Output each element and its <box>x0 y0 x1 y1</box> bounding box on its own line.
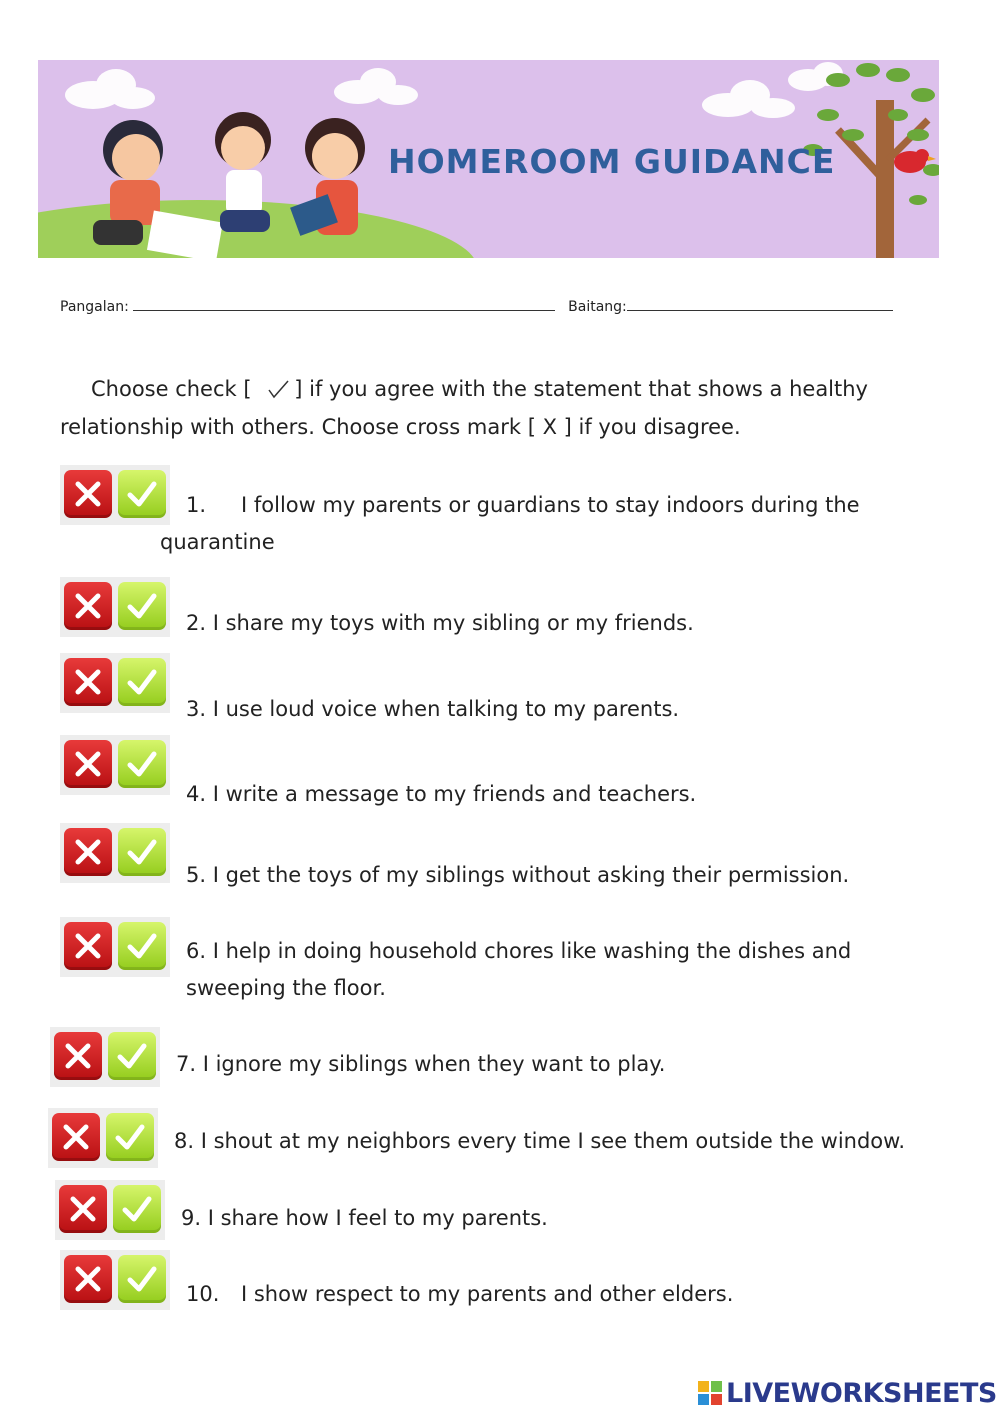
x-icon <box>64 740 112 788</box>
grade-label: Baitang: <box>568 299 627 315</box>
cross-button[interactable] <box>64 658 112 706</box>
grade-field[interactable] <box>627 296 893 311</box>
x-icon <box>64 470 112 518</box>
cross-button[interactable] <box>64 582 112 630</box>
check-button[interactable] <box>118 740 166 788</box>
item-text: I follow my parents or guardians to stay indoors during the <box>241 493 860 517</box>
item-text: 3. I use loud voice when talking to my parents. <box>186 697 680 721</box>
check-button[interactable] <box>118 1255 166 1303</box>
check-button[interactable] <box>118 828 166 876</box>
instructions <box>60 370 920 446</box>
answer-buttons <box>60 577 170 637</box>
check-icon <box>118 1255 166 1303</box>
x-icon <box>54 1032 102 1080</box>
x-icon <box>64 922 112 970</box>
check-icon <box>118 582 166 630</box>
cross-button[interactable] <box>64 740 112 788</box>
item-text: 9. I share how I feel to my parents. <box>181 1206 548 1230</box>
item-text: 8. I shout at my neighbors every time I see them outside the window. <box>174 1129 906 1153</box>
x-icon <box>64 828 112 876</box>
item-text: 2. I share my toys with my sibling or my friends. <box>186 611 694 635</box>
answer-buttons <box>48 1108 158 1168</box>
x-icon <box>64 658 112 706</box>
check-icon <box>106 1113 154 1161</box>
answer-buttons <box>60 917 170 977</box>
check-button[interactable] <box>106 1113 154 1161</box>
cross-button[interactable] <box>64 1255 112 1303</box>
cross-button[interactable] <box>64 828 112 876</box>
check-icon <box>118 470 166 518</box>
item-text: 5. I get the toys of my siblings without asking their permission. <box>186 863 850 887</box>
watermark-text: LIVEWORKSHEETS <box>726 1377 997 1409</box>
x-icon <box>64 582 112 630</box>
cross-button[interactable] <box>64 922 112 970</box>
cross-button[interactable] <box>64 470 112 518</box>
check-button[interactable] <box>118 470 166 518</box>
header-banner <box>38 60 939 258</box>
check-icon <box>108 1032 156 1080</box>
check-button[interactable] <box>113 1185 161 1233</box>
x-icon <box>64 1255 112 1303</box>
answer-buttons <box>55 1180 165 1240</box>
item-text: I show respect to my parents and other elders. <box>241 1282 734 1306</box>
item-number: 1. <box>186 493 207 517</box>
answer-buttons <box>60 653 170 713</box>
name-grade-line <box>60 296 893 315</box>
instructions-part1: Choose check [ <box>91 377 252 401</box>
answer-buttons <box>60 823 170 883</box>
x-icon <box>59 1185 107 1233</box>
cross-button[interactable] <box>52 1113 100 1161</box>
check-icon <box>113 1185 161 1233</box>
liveworksheets-icon <box>698 1381 722 1405</box>
check-button[interactable] <box>118 658 166 706</box>
check-icon <box>118 828 166 876</box>
answer-buttons <box>50 1027 160 1087</box>
name-label: Pangalan: <box>60 299 129 315</box>
answer-buttons <box>60 1250 170 1310</box>
check-icon <box>118 658 166 706</box>
answer-buttons <box>60 735 170 795</box>
check-icon <box>118 922 166 970</box>
banner-title: HOMEROOM GUIDANCE <box>388 142 836 181</box>
name-field[interactable] <box>133 296 555 311</box>
checkmark-icon <box>258 378 294 400</box>
check-button[interactable] <box>118 582 166 630</box>
cross-button[interactable] <box>59 1185 107 1233</box>
item-text-continued: sweeping the floor. <box>186 976 386 1000</box>
check-button[interactable] <box>118 922 166 970</box>
item-text: 7. I ignore my siblings when they want to play. <box>176 1052 666 1076</box>
item-text: 4. I write a message to my friends and teachers. <box>186 782 697 806</box>
check-icon <box>118 740 166 788</box>
x-icon <box>52 1113 100 1161</box>
check-button[interactable] <box>108 1032 156 1080</box>
item-number: 10. <box>186 1282 220 1306</box>
item-text-continued: quarantine <box>160 530 275 554</box>
answer-buttons <box>60 465 170 525</box>
item-text: 6. I help in doing household chores like washing the dishes and <box>186 939 852 963</box>
liveworksheets-logo <box>698 1376 997 1410</box>
cross-button[interactable] <box>54 1032 102 1080</box>
instructions-part2: ] if you agree with the statement that shows a healthy relationship with others. Choose cross mark [ X ] if you disagree. <box>60 377 868 439</box>
